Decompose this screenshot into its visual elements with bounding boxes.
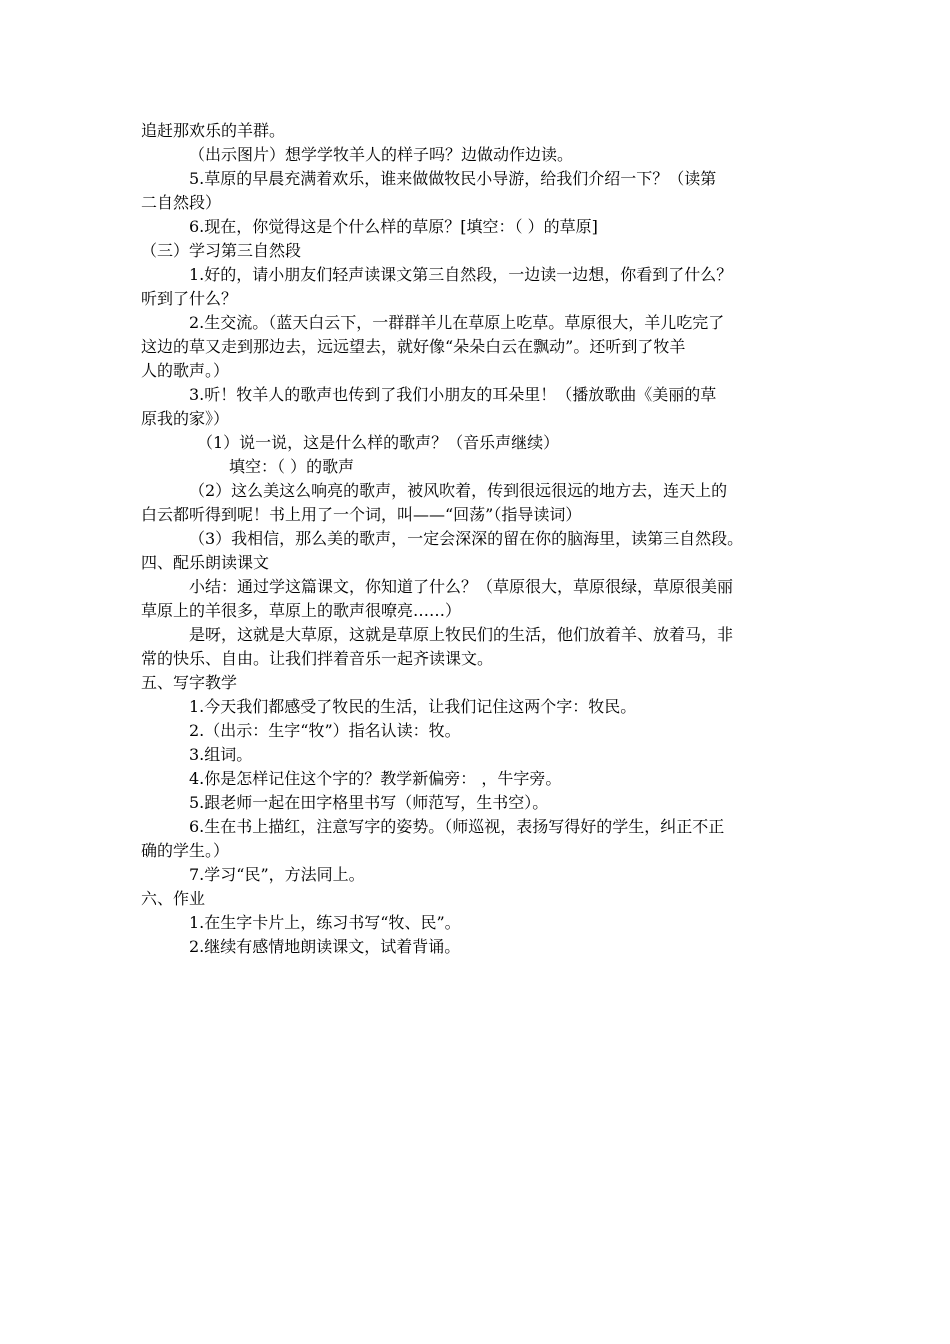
text-line: 5.草原的早晨充满着欢乐，谁来做做牧民小导游，给我们介绍一下？（读第 xyxy=(189,169,717,188)
text-line: （2）这么美这么响亮的歌声，被风吹着，传到很远很远的地方去，连天上的 xyxy=(189,481,728,500)
text-line: 4.你是怎样记住这个字的？教学新偏旁： ，牛字旁。 xyxy=(189,769,562,788)
text-line: 2.生交流。（蓝天白云下，一群群羊儿在草原上吃草。草原很大，羊儿吃完了 xyxy=(189,313,725,332)
text-line: 人的歌声。） xyxy=(141,361,230,380)
text-line: 二自然段） xyxy=(141,193,222,212)
text-line: 1.在生字卡片上，练习书写“牧、民”。 xyxy=(189,913,461,932)
text-line: 7.学习“民”，方法同上。 xyxy=(189,865,365,884)
text-line: （3）我相信，那么美的歌声，一定会深深的留在你的脑海里，读第三自然段。 xyxy=(189,529,744,548)
text-line: 追赶那欢乐的羊群。 xyxy=(141,121,286,140)
text-line: 6.生在书上描红，注意写字的姿势。（师巡视，表扬写得好的学生，纠正不正 xyxy=(189,817,725,836)
text-line: （出示图片）想学学牧羊人的样子吗？边做动作边读。 xyxy=(189,145,574,164)
section-heading: 五、写字教学 xyxy=(141,673,238,692)
text-line: 常的快乐、自由。让我们拌着音乐一起齐读课文。 xyxy=(141,649,494,668)
text-line: 小结：通过学这篇课文，你知道了什么？（草原很大，草原很绿，草原很美丽 xyxy=(189,577,734,596)
text-line: 草原上的羊很多，草原上的歌声很嘹亮……） xyxy=(141,601,462,620)
text-line: 2.继续有感情地朗读课文，试着背诵。 xyxy=(189,937,461,956)
text-line: 这边的草又走到那边去，远远望去，就好像“朵朵白云在飘动”。还听到了牧羊 xyxy=(141,337,686,356)
text-line: 2.（出示：生字“牧”）指名认读：牧。 xyxy=(189,721,461,740)
section-heading: 四、配乐朗读课文 xyxy=(141,553,270,572)
text-line: 白云都听得到呢！书上用了一个词，叫——“回荡”（指导读词） xyxy=(141,505,582,524)
document-page xyxy=(141,119,813,959)
section-heading: （三）学习第三自然段 xyxy=(141,241,302,260)
text-line: 确的学生。） xyxy=(141,841,230,860)
text-line: 是呀，这就是大草原，这就是草原上牧民们的生活，他们放着羊、放着马，非 xyxy=(189,625,734,644)
text-line: 原我的家》） xyxy=(141,409,230,428)
text-line: 听到了什么？ xyxy=(141,289,238,308)
section-heading: 六、作业 xyxy=(141,889,206,908)
text-line: 6.现在，你觉得这是个什么样的草原？[填空：（ ）的草原] xyxy=(189,217,598,236)
text-line: 5.跟老师一起在田字格里书写（师范写，生书空）。 xyxy=(189,793,549,812)
text-line: 1.今天我们都感受了牧民的生活，让我们记住这两个字：牧民。 xyxy=(189,697,637,716)
text-line: 3.听！牧羊人的歌声也传到了我们小朋友的耳朵里！（播放歌曲《美丽的草 xyxy=(189,385,717,404)
text-line: 1.好的，请小朋友们轻声读课文第三自然段，一边读一边想，你看到了什么？ xyxy=(189,265,733,284)
text-line: （1）说一说，这是什么样的歌声？（音乐声继续） xyxy=(197,433,560,452)
text-line: 3.组词。 xyxy=(189,745,253,764)
text-line: 填空：（ ）的歌声 xyxy=(229,457,355,476)
